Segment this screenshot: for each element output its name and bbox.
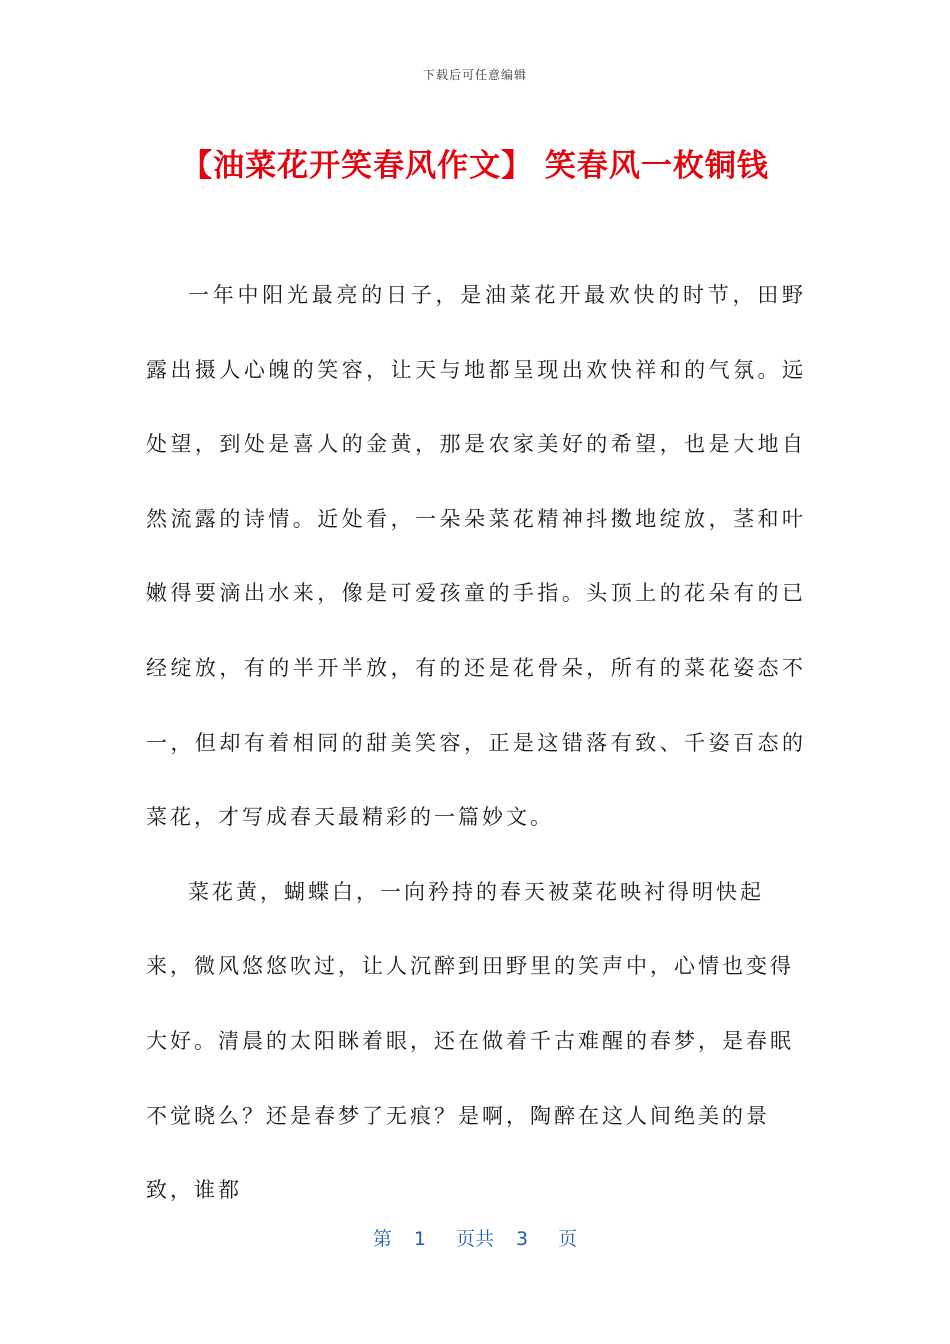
header-note: 下载后可任意编辑 — [422, 68, 527, 82]
page-label-mid: 页共 — [455, 1228, 494, 1250]
document-body — [146, 258, 806, 1228]
total-pages-number: 3 — [516, 1228, 529, 1250]
current-page-number: 1 — [413, 1228, 426, 1250]
document-title: 【油菜花开笑春风作文】 笑春风一枚铜钱 — [181, 148, 769, 184]
page-label-prefix: 第 — [372, 1228, 392, 1250]
page-footer — [0, 1224, 950, 1251]
page-label-suffix: 页 — [558, 1228, 578, 1250]
paragraph: 菜花黄，蝴蝶白，一向矜持的春天被菜花映衬得明快起来，微风悠悠吹过，让人沉醉到田野里的笑声中，心情也变得大好。清晨的太阳眯着眼，还在做着千古难醒的春梦，是春眠不觉晓么？还是春梦了无痕？是啊，陶醉在这人间绝美的景致，谁都 — [146, 879, 794, 1203]
paragraph: 一年中阳光最亮的日子，是油菜花开最欢快的时节，田野露出摄人心魄的笑容，让天与地都呈现出欢快祥和的气氛。远处望，到处是喜人的金黄，那是农家美好的希望，也是大地自然流露的诗情。近处看，一朵朵菜花精神抖擞地绽放，茎和叶嫩得要滴出水来，像是可爱孩童的手指。头顶上的花朵有的已经绽放，有的半开半放，有的还是花骨朵，所有的菜花姿态不一，但却有着相同的甜美笑容，正是这错落有致、千姿百态的菜花，才写成春天最精彩的一篇妙文。 — [146, 283, 806, 830]
